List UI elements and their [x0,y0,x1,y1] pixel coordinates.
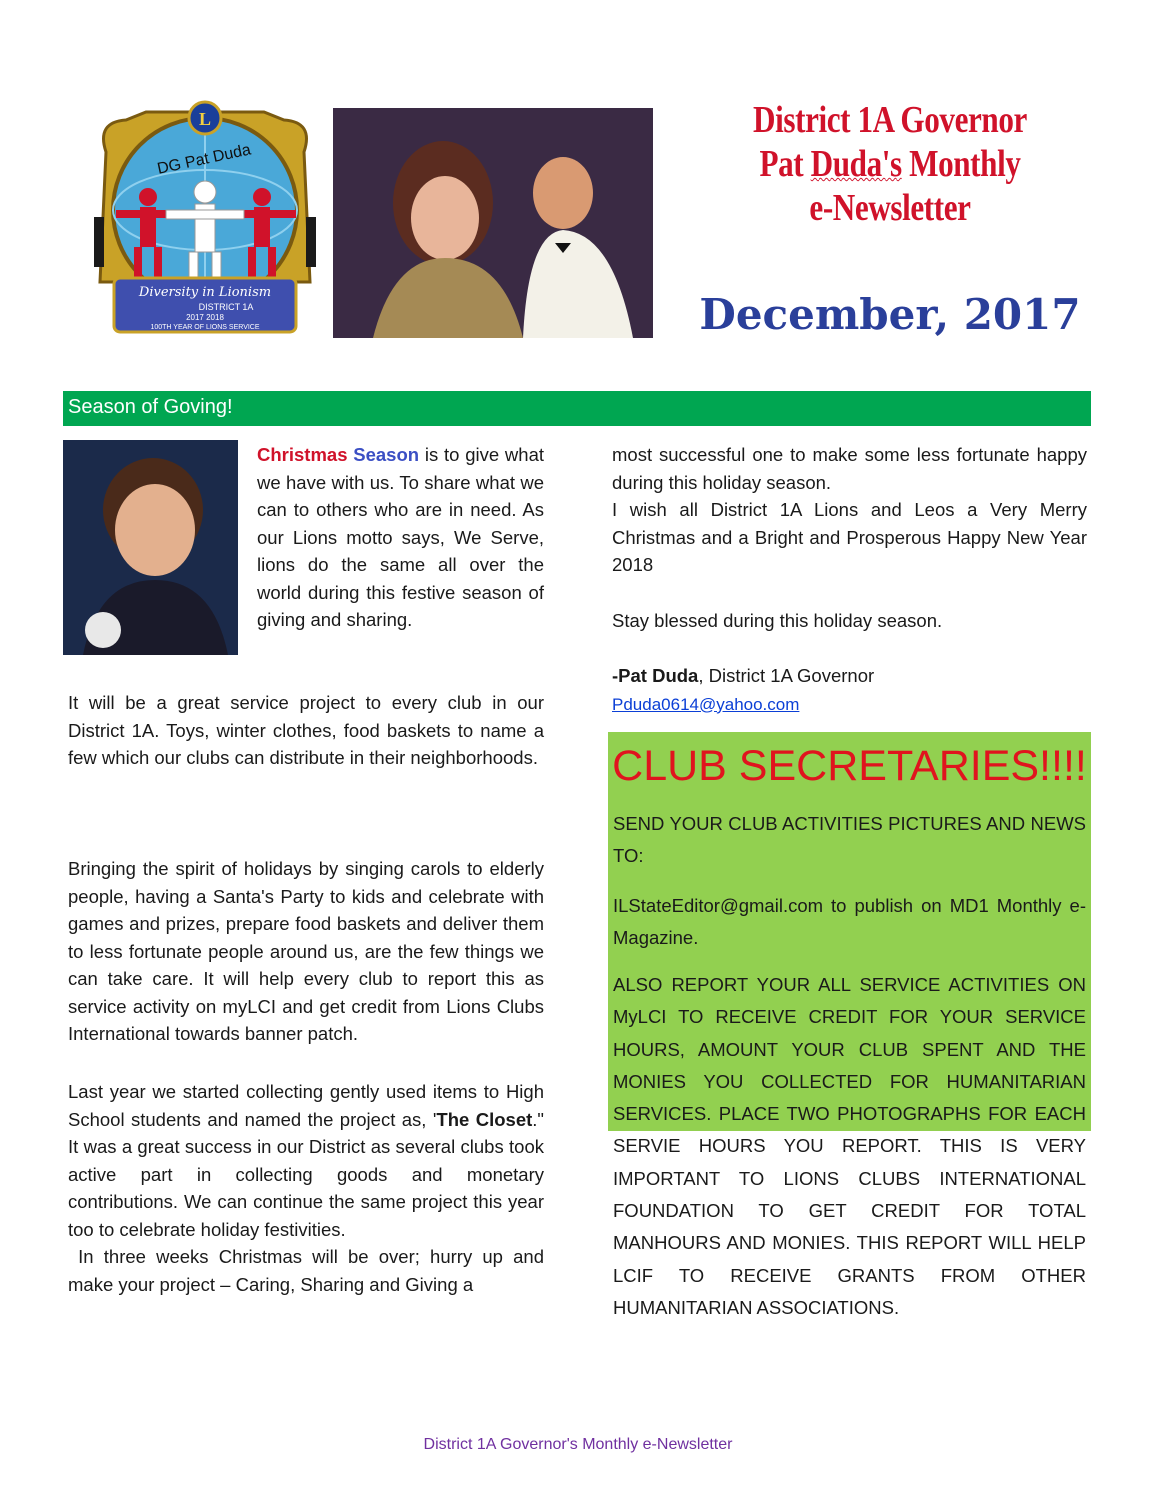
send-pictures-text: SEND YOUR CLUB ACTIVITIES PICTURES AND NEWS TO: [613,813,1086,867]
title-line-3: e-Newsletter [809,187,971,229]
section-header-bar [63,391,1091,426]
holiday-spirit-paragraph: Bringing the spirit of holidays by singing carols to elderly people, having a Santa's Party to kids and celebrate with games and prizes, prepare food baskets and deliver them to less fortunate people around us, are the few things we can take care. It will help every club to report this as service activity on myLCI and get credit from Lions Clubs International towards banner patch. [68,858,544,1044]
report-activities-text: ALSO REPORT YOUR ALL SERVICE ACTIVITIES ON MyLCI TO RECEIVE CREDIT FOR YOUR SERVICE HOURS, AMOUNT YOUR CLUB SPENT AND THE MONIES YOU COLLECTED FOR HUMANITARIAN SERVICES. PLACE TWO PHOTOGRAPHS FOR EACH SERVIE HOURS YOU REPORT. THIS IS VERY IMPORTANT TO LIONS CLUBS INTERNATIONAL FOUNDATION TO GET CREDIT FOR TOTAL MANHOURS AND MONIES. THIS REPORT WILL HELP LCIF TO RECEIVE GRANTS FROM OTHER HUMANITARIAN ASSOCIATIONS. [613,974,1086,1318]
signature-name: -Pat Duda [612,665,699,686]
title-line-2-post: Monthly [901,143,1021,185]
christmas-word: Christmas [257,444,348,465]
the-closet-paragraph [68,1078,544,1243]
closet-text-a: Last year we started collecting gently used items to High School students and named the project as, ' [68,1081,544,1130]
title-line-2-pre: Pat [759,143,811,185]
governor-couple-photo [333,108,653,338]
title-line-2 [726,142,1054,186]
closet-text-c: ." It was a great success in our District as several clubs took active part in collecting goods and monetary contributions. We can continue the same project this year too to celebrate holiday festivities. [68,1108,544,1240]
pin-name-text: DG Pat Duda [155,141,253,178]
newsletter-title [690,98,1090,230]
issue-date: December, 2017 [699,290,1081,339]
governor-portrait-photo [63,440,238,655]
club-secretaries-box [608,732,1091,1318]
season-word: Season [353,444,420,465]
three-weeks-paragraph: In three weeks Christmas will be over; hurry up and make your project – Caring, Sharing and Giving a [68,1246,550,1295]
governor-email-link[interactable]: Pduda0614@yahoo.com [612,694,800,714]
closet-name: The Closet [436,1108,533,1130]
title-line-1: District 1A Governor [753,99,1027,141]
pin-subtitle-text: 100TH YEAR OF LIONS SERVICE [150,324,260,331]
holiday-wish-paragraph: most successful one to make some less fortunate happy during this holiday season. I wish all District 1A Lions and Leos a Very Merry Christmas and a Bright and Prosperous Happy New Year 2018 [612,444,1087,575]
couple-photo-illustration [333,108,653,338]
title-line-2-name: Duda's [810,143,902,185]
intro-paragraph [257,441,544,634]
lions-emblem-letter: L [198,109,212,129]
intro-text: is to give what we have with us. To share what we can to others who are in need. As our Lions motto says, We Serve, lions do the same all over the world during this festive season of giving and sharing. [257,444,544,630]
state-editor-text: ILStateEditor@gmail.com to publish on MD1 Monthly e-Magazine. [613,895,1086,949]
signature-line [612,662,1087,690]
pin-years-text: 2017 2018 [186,313,224,322]
page-footer: District 1A Governor's Monthly e-Newsletter [423,1436,733,1453]
district-pin-logo [86,92,324,342]
pin-banner-text: Diversity in Lionism [138,285,272,300]
section-title: Season of Goving! [68,396,233,418]
club-secretaries-heading: CLUB SECRETARIES!!!! [612,742,1087,790]
service-project-paragraph: It will be a great service project to every club in our District 1A. Toys, winter clothes, food baskets to name a few which our clubs can distribute in their neighborhoods. [68,692,544,768]
signature-block [612,662,1087,718]
stay-blessed-paragraph: Stay blessed during this holiday season. [612,610,943,631]
portrait-illustration [63,440,238,655]
pin-district-text: DISTRICT 1A [198,302,254,312]
signature-title: , District 1A Governor [698,665,875,686]
